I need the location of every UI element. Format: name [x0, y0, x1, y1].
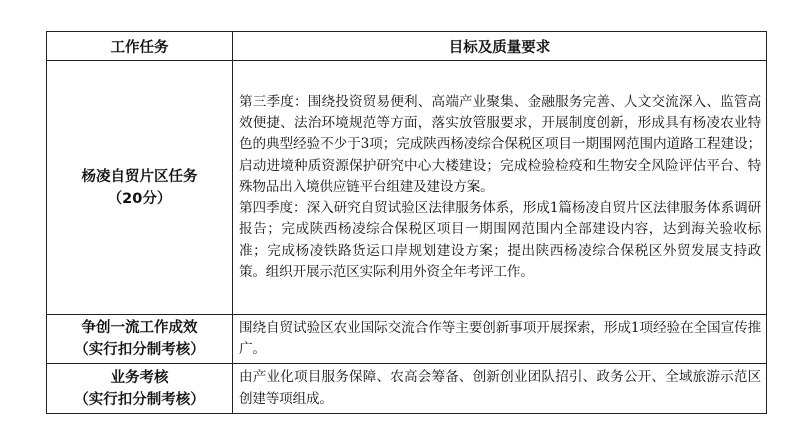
task-title: 杨凌自贸片区任务: [81, 168, 198, 185]
requirements-cell: [233, 364, 767, 413]
table-row: [47, 364, 767, 413]
header-requirements: 目标及质量要求: [233, 32, 767, 61]
requirement-text: 由产业化项目服务保障、农高会筹备、创新创业团队招引、政务公开、全域旅游示范区创建等项组成。: [239, 369, 761, 407]
assessment-table: [46, 31, 767, 414]
requirement-q4: 第四季度：深入研究自贸试验区法律服务体系，形成1篇杨凌自贸片区法律服务体系调研报告；完成陕西杨凌综合保税区项目一期围网范围内全部建设内容，达到海关验收标准；完成杨凌铁路货运口岸规划建设方案；提出陕西杨凌综合保税区外贸发展支持政策。组织开展示范区实际利用外资全年考评工作。: [239, 200, 761, 280]
table-header-row: [47, 32, 767, 61]
task-score: （20分）: [107, 190, 172, 207]
requirements-cell: [233, 315, 767, 364]
requirements-cell: [233, 61, 767, 315]
task-title: 争创一流工作成效: [81, 320, 198, 337]
task-cell: [47, 61, 233, 315]
task-cell: [47, 315, 233, 364]
header-task: 工作任务: [47, 32, 233, 61]
task-note: （实行扣分制考核）: [74, 342, 205, 359]
task-cell: [47, 364, 233, 413]
table-row: [47, 61, 767, 315]
task-title: 业务考核: [110, 369, 169, 386]
task-note: （实行扣分制考核）: [74, 391, 205, 408]
requirement-q3: 第三季度：围绕投资贸易便利、高端产业聚集、金融服务完善、人文交流深入、监管高效便捷、法治环境规范等方面，落实放管服要求，开展制度创新，形成具有杨凌农业特色的典型经验不少于3项；完成陕西杨凌综合保税区项目一期围网范围内道路工程建设；启动进境种质资源保护研究中心大楼建设；完成检验检疫和生物安全风险评估平台、特殊物品出入境供应链平台组建及建设方案。: [239, 94, 761, 195]
requirement-text: 围绕自贸试验区农业国际交流合作等主要创新事项开展探索，形成1项经验在全国宣传推广。: [239, 320, 761, 358]
table-row: [47, 315, 767, 364]
